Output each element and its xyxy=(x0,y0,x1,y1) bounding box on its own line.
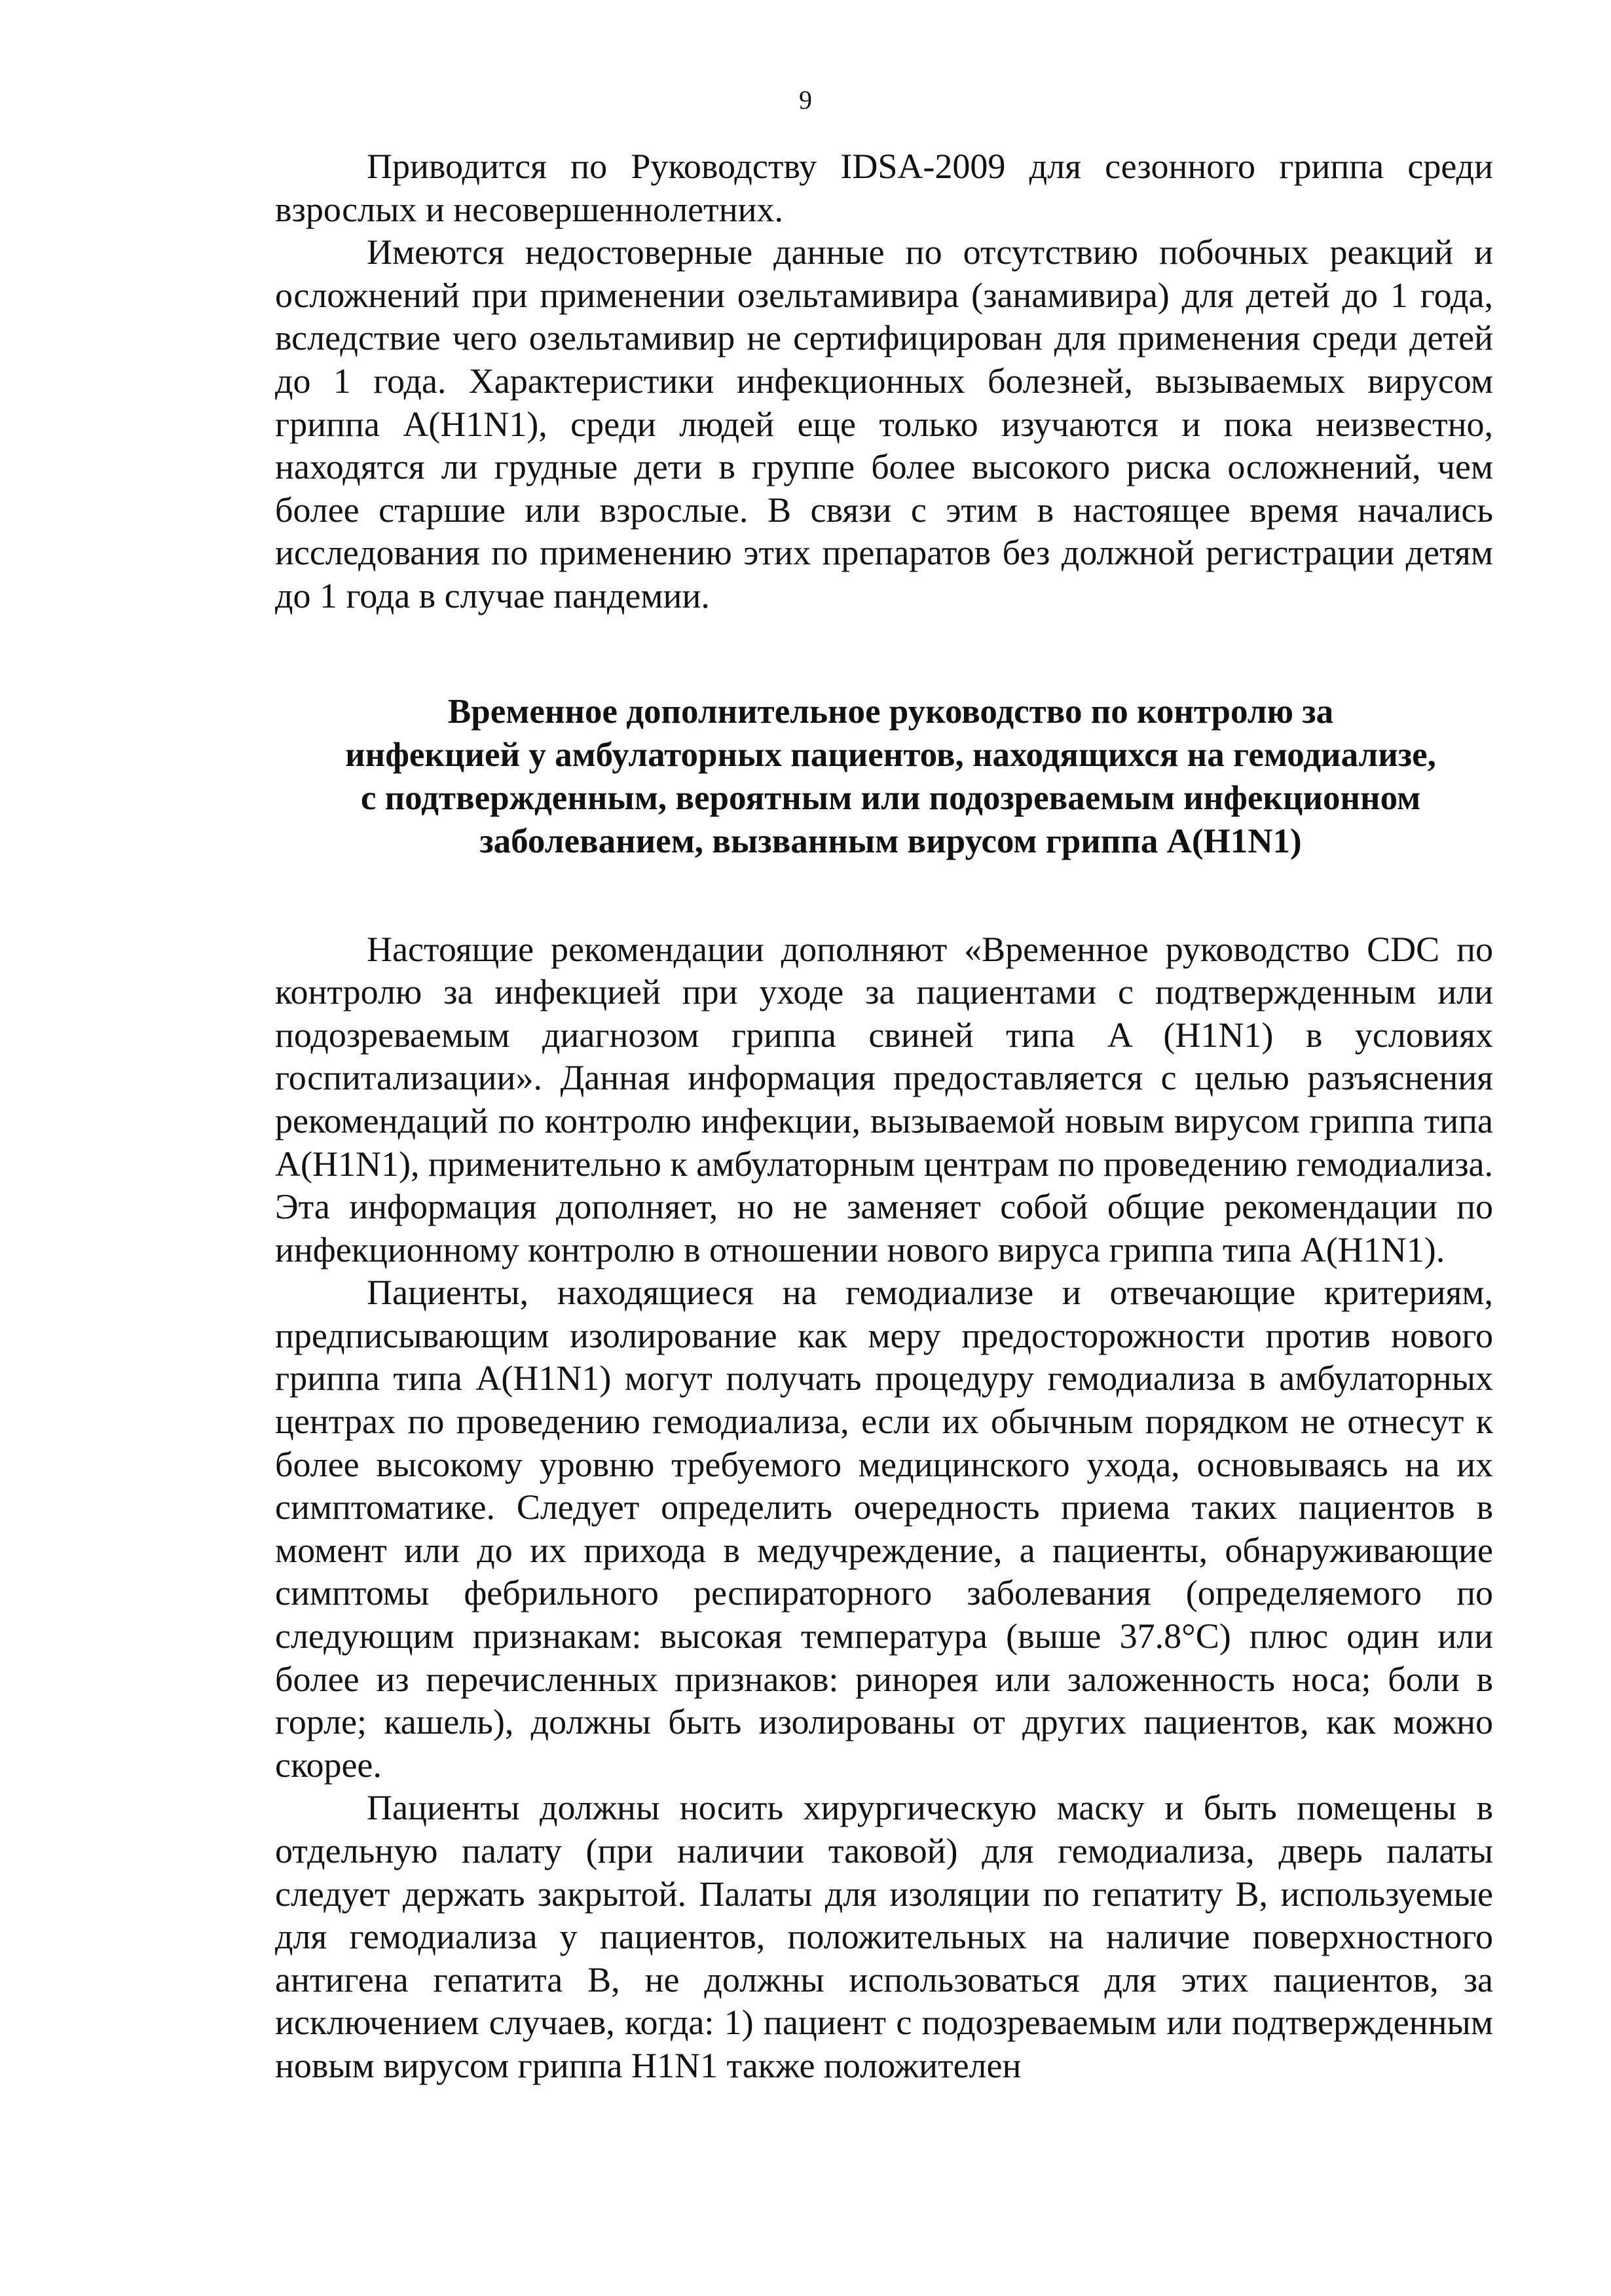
section-heading-line: Временное дополнительное руководство по контролю за xyxy=(447,692,1334,731)
section-heading xyxy=(275,690,1493,863)
paragraph-oseltamivir-children: Имеются недостоверные данные по отсутствию побочных реакций и осложнений при применении озельтамивира (занамивира) для детей до 1 года, вследствие чего озельтамивир не сертифицирован для применения среди детей до 1 года. Характеристики инфекционных болезней, вызываемых вирусом гриппа A(H1N1), среди людей еще только изучаются и пока неизвестно, находятся ли грудные дети в группе более высокого риска осложнений, чем более старшие или взрослые. В связи с этим в настоящее время начались исследования по применению этих препаратов без должной регистрации детям до 1 года в случае пандемии. xyxy=(275,232,1493,615)
paragraph-patient-isolation: Пациенты, находящиеся на гемодиализе и отвечающие критериям, предписывающим изолирование как меру предосторожности против нового гриппа типа A(H1N1) могут получать процедуру гемодиализа в амбулаторных центрах по проведению гемодиализа, если их обычным порядком не отнесут к более высокому уровню требуемого медицинского ухода, основываясь на их симптоматике. Следует определить очередность приема таких пациентов в момент или до их прихода в медучреждение, а пациенты, обнаруживающие симптомы фебрильного респираторного заболевания (определяемого по следующим признакам: высокая температура (выше 37.8°C) плюс один или более из перечисленных признаков: ринорея или заложенность носа; боли в горле; кашель), должны быть изолированы от других пациентов, как можно скорее. xyxy=(275,1273,1493,1785)
paragraph-surgical-mask: Пациенты должны носить хирургическую маску и быть помещены в отдельную палату (при наличии таковой) для гемодиализа, дверь палаты следует держать закрытой. Палаты для изоляции по гепатиту B, используемые для гемодиализа у пациентов, положительных на наличие поверхностного антигена гепатита B, не должны использоваться для этих пациентов, за исключением случаев, когда: 1) пациент с подозреваемым или подтвержденным новым вирусом гриппа H1N1 также положителен xyxy=(275,1788,1493,2085)
section-heading-line: заболеванием, вызванным вирусом гриппа A(H1N1) xyxy=(479,822,1302,860)
paragraph-recommendations-intro: Настоящие рекомендации дополняют «Временное руководство CDC по контролю за инфекцией при уходе за пациентами с подтвержденным или подозреваемым диагнозом гриппа свиней типа A (H1N1) в условиях госпитализации». Данная информация предоставляется с целью разъяснения рекомендаций по контролю инфекции, вызываемой новым вирусом гриппа типа A(H1N1), применительно к амбулаторным центрам по проведению гемодиализа. Эта информация дополняет, но не заменяет собой общие рекомендации по инфекционному контролю в отношении нового вируса гриппа типа A(H1N1). xyxy=(275,929,1493,1269)
paragraph-idsa-reference: Приводится по Руководству IDSA-2009 для сезонного гриппа среди взрослых и несовершеннолетних. xyxy=(275,147,1493,229)
section-heading-line: инфекцией у амбулаторных пациентов, находящихся на гемодиализе, xyxy=(345,735,1436,774)
page-content xyxy=(275,145,1493,2088)
section-heading-line: с подтвержденным, вероятным или подозреваемым инфекционном xyxy=(360,778,1421,817)
page-number: 9 xyxy=(799,85,812,115)
